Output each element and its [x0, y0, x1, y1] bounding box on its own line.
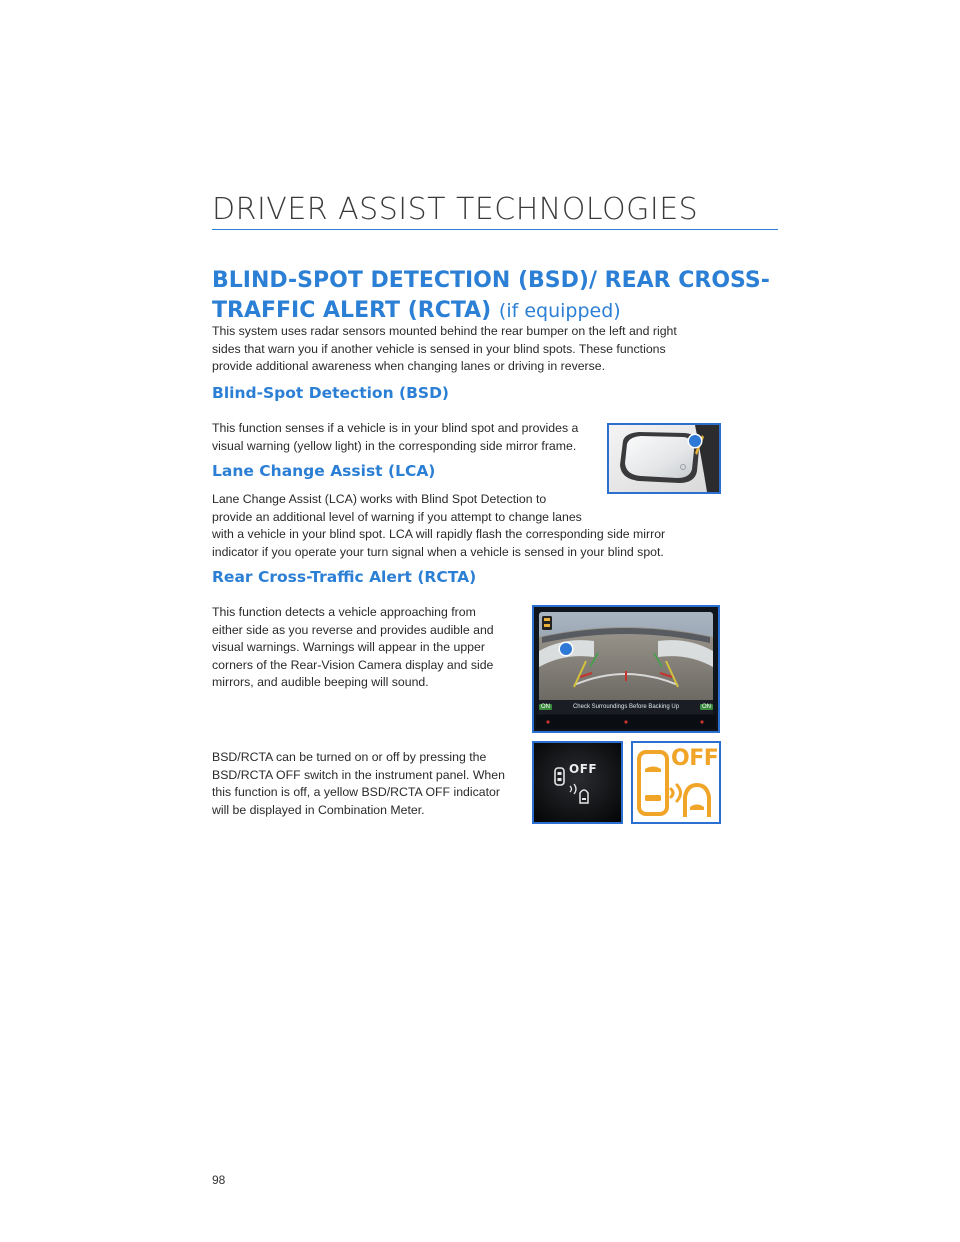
- side-mirror-illustration: [609, 425, 719, 492]
- camera-status-bar: [539, 701, 713, 713]
- rcta-off-line: will be displayed in Combination Meter.: [212, 802, 425, 817]
- off-indicator-label: OFF: [671, 746, 719, 771]
- bsd-rcta-off-switch-photo: [532, 741, 623, 824]
- rcta-line: mirrors, and audible beeping will sound.: [212, 675, 429, 689]
- lca-line: with a vehicle in your blind spot. LCA will rapidly flash the corresponding side mirror: [212, 527, 666, 541]
- off-switch-label: OFF: [569, 762, 598, 776]
- side-mirror-photo: [607, 423, 721, 494]
- bsd-line: This function senses if a vehicle is in your blind spot and provides a: [212, 421, 579, 435]
- intro-line: provide additional awareness when changing lanes or driving in reverse.: [212, 359, 606, 373]
- lca-line: provide an additional level of warning if you attempt to change lanes: [212, 509, 582, 524]
- rcta-off-paragraph: [212, 749, 505, 819]
- rcta-off-line: BSD/RCTA can be turned on or off by pressing the: [212, 750, 487, 764]
- callout-dot-icon: [560, 643, 572, 655]
- intro-line: This system uses radar sensors mounted behind the rear bumper on the left and right: [212, 324, 677, 338]
- lca-line: indicator if you operate your turn signal when a vehicle is sensed in your blind spot.: [212, 544, 664, 559]
- rcta-line: This function detects a vehicle approaching from: [212, 605, 476, 619]
- rcta-paragraph: [212, 604, 494, 692]
- rcta-line: visual warnings. Warnings will appear in the upper: [212, 640, 485, 654]
- lca-heading: Lane Change Assist (LCA): [212, 462, 436, 480]
- lca-line: Lane Change Assist (LCA) works with Blind Spot Detection to: [212, 492, 547, 506]
- bsd-paragraph: [212, 420, 578, 455]
- main-heading-suffix: (if equipped): [498, 300, 621, 322]
- camera-left-tag: ON: [541, 704, 550, 710]
- intro-paragraph: [212, 323, 677, 376]
- rear-camera-display-photo: [532, 605, 720, 733]
- bsd-line: visual warning (yellow light) in the corresponding side mirror frame.: [212, 438, 577, 453]
- section-title: DRIVER ASSIST TECHNOLOGIES: [212, 192, 699, 227]
- camera-message: Check Surroundings Before Backing Up: [572, 704, 680, 710]
- rcta-line: either side as you reverse and provides audible and: [212, 622, 494, 637]
- off-switch-illustration: [534, 743, 621, 822]
- camera-right-tag: ON: [702, 704, 711, 710]
- bsd-heading: Blind-Spot Detection (BSD): [212, 384, 450, 402]
- main-heading-line1: BLIND-SPOT DETECTION (BSD)/ REAR CROSS-: [212, 268, 770, 293]
- lca-paragraph: [212, 491, 665, 561]
- main-heading: [212, 266, 772, 326]
- bsd-rcta-off-indicator: [631, 741, 721, 824]
- section-divider: [212, 229, 778, 230]
- callout-dot-icon: [689, 435, 701, 447]
- rcta-off-line: BSD/RCTA OFF switch in the instrument panel. When: [212, 767, 505, 782]
- rcta-heading: Rear Cross-Traffic Alert (RCTA): [212, 568, 477, 586]
- rcta-off-line: this function is off, a yellow BSD/RCTA OFF indicator: [212, 785, 500, 799]
- intro-line: sides that warn you if another vehicle is sensed in your blind spots. These functions: [212, 341, 666, 356]
- main-heading-line2: TRAFFIC ALERT (RCTA): [212, 298, 492, 323]
- rcta-line: corners of the Rear-Vision Camera display and side: [212, 657, 494, 672]
- page-number: 98: [212, 1173, 226, 1187]
